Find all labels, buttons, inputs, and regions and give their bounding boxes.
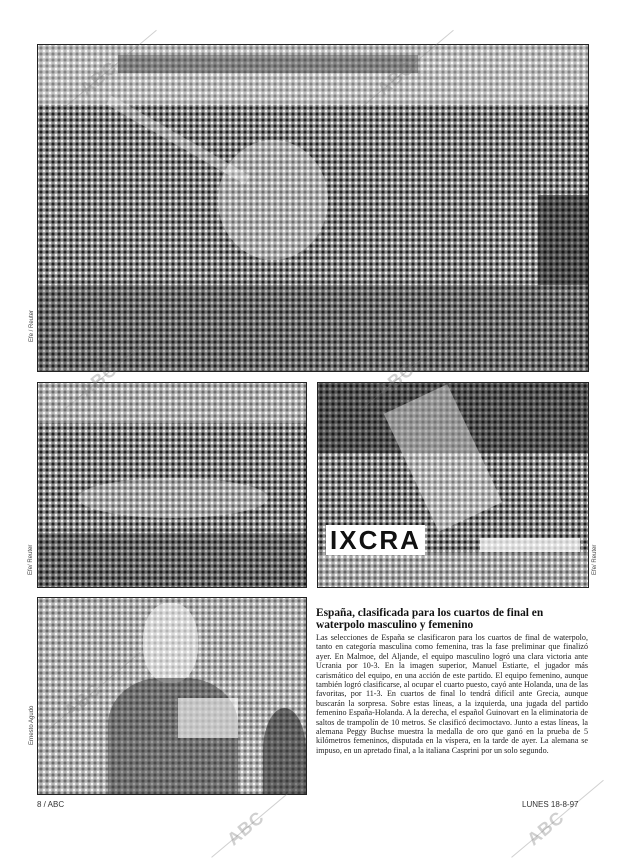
watermark-abc-5: ABC: [60, 678, 106, 722]
watermark-abc-3: ABC: [76, 358, 122, 402]
watermark-abc-6: ABC: [223, 806, 269, 850]
banner-sign: IXCRA: [326, 525, 425, 555]
photo-credit-middle-right: Efe/ Reuter: [592, 544, 598, 575]
article: [316, 607, 588, 755]
watermark-abc-2: ABC: [373, 56, 419, 100]
article-body: Las selecciones de España se clasificaron para los cuartos de final de waterpolo, tanto en categoría masculina como femenina, tras la fase preliminar que finalizó ayer. En Malmoe, del Aljande, el equipo masculino logró una clara victoria ante Ucrania por 10-3. En la imagen superior, Manuel Estiarte, el jugador más carismático del equipo, en una acción de este partido. El equipo femenino, aunque también logró clasificarse, al ocupar el cuarto puesto, cayó ante Holanda, una de las favoritas, por 11-3. En cuartos de final lo tendrá difícil ante Grecia, aunque buscarán la sorpresa. Sobre estas líneas, a la izquierda, una jugada del partido femenino España-Holanda. A la derecha, el español Guinovart en la eliminatoria de saltos de trampolín de 10 metros. Se clasificó decimoctavo. Junto a estas líneas, la alemana Peggy Buchse muestra la medalla de oro que ganó en la prueba de 5 kilómetros femeninos, disputada en la víspera, en la tarde de ayer. La alemana se impuso, en un apretado final, a la italiana Casprini por un solo segundo.: [316, 633, 588, 755]
photo-middle-right-diver: [317, 382, 589, 588]
photo-top-waterpolo: [37, 44, 589, 372]
date-label: LUNES 18-8-97: [522, 800, 579, 809]
photo-credit-middle-left: Efe/ Reuter: [28, 544, 34, 575]
photo-credit-top: Efe / Reuter: [29, 309, 35, 342]
watermark-abc-7: ABC: [523, 806, 569, 850]
watermark-abc-4: ABC: [373, 358, 419, 402]
photo-credit-bottom-left: Ernesto Agudo: [29, 705, 35, 745]
page-label: 8 / ABC: [37, 800, 65, 809]
watermark-abc-1: ABC: [76, 56, 122, 100]
article-headline: España, clasificada para los cuartos de final en waterpolo masculino y femenino: [316, 607, 544, 631]
photo-middle-left-waterpolo: [37, 382, 307, 588]
